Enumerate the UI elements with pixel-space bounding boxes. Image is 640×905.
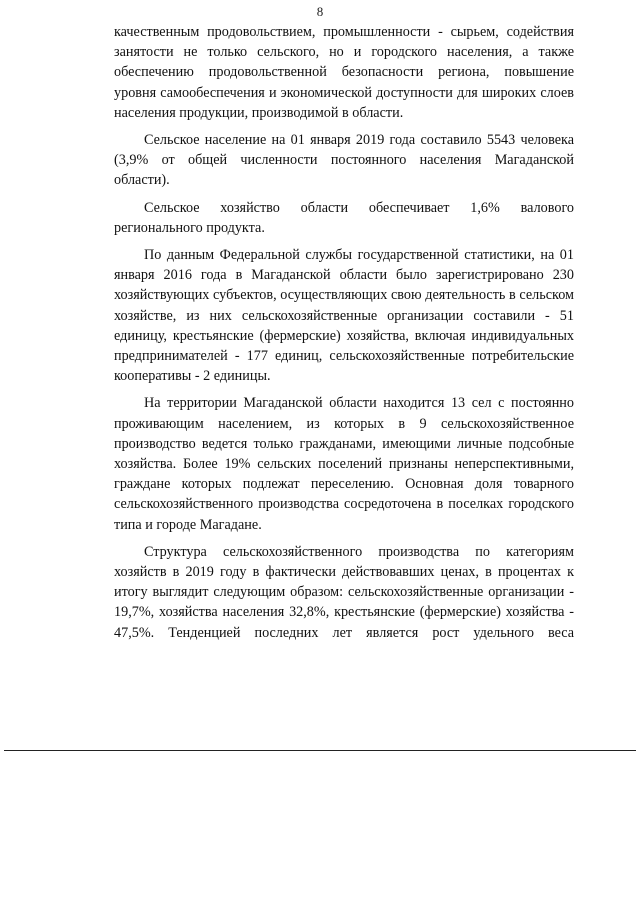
document-body [114, 22, 574, 650]
paragraph-statistics: По данным Федеральной службы государственной статистики, на 01 января 2016 года в Магаданской области было зарегистрировано 230 хозяйствующих субъектов, осуществляющих свою деятельность в сельском хозяйстве, из них сельскохозяйственные организации составили - 51 единицу, крестьянские (фермерские) хозяйства, включая индивидуальных предпринимателей - 177 единиц, сельскохозяйственные потребительские кооперативы - 2 единицы. [114, 247, 574, 385]
page-divider-line [4, 750, 636, 751]
paragraph-continuation: качественным продовольствием, промышленности - сырьем, содействия занятости не только сельского, но и городского населения, а также обеспечению продовольственной безопасности региона, повышение уровня самообеспечения и экономической доступности для широких слоев населения продукции, производимой в области. [114, 24, 574, 121]
paragraph-production-structure: Структура сельскохозяйственного производства по категориям хозяйств в 2019 году в фактически действовавших ценах, в процентах к итогу выглядит следующим образом: сельскохозяйственные организации - 19,7%, хозяйства населения 32,8%, крестьянские (фермерские) хозяйства - 47,5%. Тенденцией последних лет является рост удельного веса [114, 543, 574, 641]
paragraph-agriculture-share: Сельское хозяйство области обеспечивает 1,6% валового регионального продукта. [114, 199, 574, 236]
paragraph-rural-population: Сельское население на 01 января 2019 года составило 5543 человека (3,9% от общей численности постоянного населения Магаданской области). [114, 132, 574, 189]
page-number: 8 [316, 4, 324, 19]
paragraph-villages: На территории Магаданской области находится 13 сел с постоянно проживающим населением, из которых в 9 сельскохозяйственное производство ведется только гражданами, имеющими личные подсобные хозяйства. Более 19% сельских поселений признаны неперспективными, граждане которых подлежат переселению. Основная доля товарного сельскохозяйственного производства сосредоточена в поселках городского типа и городе Магадане. [114, 395, 574, 533]
